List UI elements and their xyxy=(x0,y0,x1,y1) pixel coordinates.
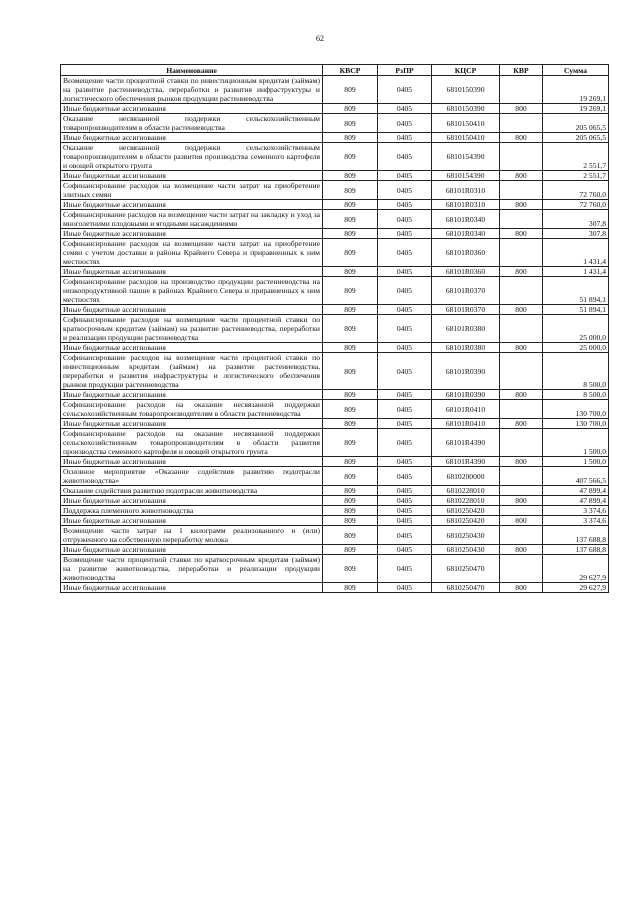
cell-rzpr: 0405 xyxy=(378,390,432,400)
table-body xyxy=(61,76,609,593)
cell-name: Иные бюджетные ассигнования xyxy=(61,305,323,315)
cell-kvsr: 809 xyxy=(323,506,378,516)
cell-name: Иные бюджетные ассигнования xyxy=(61,267,323,277)
cell-kvr: 800 xyxy=(500,545,543,555)
cell-kvsr: 809 xyxy=(323,229,378,239)
cell-kvr: 800 xyxy=(500,171,543,181)
table-row xyxy=(61,516,609,526)
cell-name: Иные бюджетные ассигнования xyxy=(61,496,323,506)
table-row xyxy=(61,457,609,467)
page-number: 62 xyxy=(316,34,324,43)
cell-kcsr: 6810250470 xyxy=(432,555,500,583)
cell-rzpr: 0405 xyxy=(378,457,432,467)
cell-name: Иные бюджетные ассигнования xyxy=(61,419,323,429)
cell-rzpr: 0405 xyxy=(378,400,432,419)
cell-kcsr: 68101R0360 xyxy=(432,267,500,277)
cell-sum: 8 500,0 xyxy=(543,353,609,390)
cell-kvr: 800 xyxy=(500,516,543,526)
table-row xyxy=(61,181,609,200)
cell-sum: 307,8 xyxy=(543,229,609,239)
cell-kvsr: 809 xyxy=(323,343,378,353)
cell-kvsr: 809 xyxy=(323,200,378,210)
cell-kcsr: 68101R0410 xyxy=(432,419,500,429)
cell-kvsr: 809 xyxy=(323,555,378,583)
cell-rzpr: 0405 xyxy=(378,200,432,210)
cell-name: Иные бюджетные ассигнования xyxy=(61,133,323,143)
table-row xyxy=(61,583,609,593)
cell-rzpr: 0405 xyxy=(378,583,432,593)
cell-kvsr: 809 xyxy=(323,277,378,305)
cell-name: Оказание несвязанной поддержки сельскохозяйственным товаропроизводителям в области растениеводства xyxy=(61,114,323,133)
cell-sum: 51 894,1 xyxy=(543,305,609,315)
cell-kcsr: 6810228010 xyxy=(432,496,500,506)
cell-kvr xyxy=(500,143,543,171)
cell-sum: 137 688,8 xyxy=(543,526,609,545)
cell-kcsr: 6810228010 xyxy=(432,486,500,496)
cell-kvsr: 809 xyxy=(323,76,378,104)
table-row xyxy=(61,545,609,555)
cell-kcsr: 68101R0340 xyxy=(432,210,500,229)
cell-name: Оказание несвязанной поддержки сельскохозяйственным товаропроизводителям в области развития производства семенного картофеля и овощей открытого грунта xyxy=(61,143,323,171)
cell-kvr: 800 xyxy=(500,457,543,467)
cell-kvr xyxy=(500,555,543,583)
cell-kvsr: 809 xyxy=(323,267,378,277)
cell-name: Иные бюджетные ассигнования xyxy=(61,343,323,353)
cell-kvr xyxy=(500,467,543,486)
cell-kcsr: 68101R0380 xyxy=(432,315,500,343)
cell-name: Иные бюджетные ассигнования xyxy=(61,229,323,239)
cell-kvr xyxy=(500,76,543,104)
cell-rzpr: 0405 xyxy=(378,315,432,343)
cell-kcsr: 6810250430 xyxy=(432,545,500,555)
cell-kvsr: 809 xyxy=(323,181,378,200)
cell-rzpr: 0405 xyxy=(378,526,432,545)
cell-kvsr: 809 xyxy=(323,429,378,457)
cell-rzpr: 0405 xyxy=(378,429,432,457)
cell-kvsr: 809 xyxy=(323,583,378,593)
cell-kvsr: 809 xyxy=(323,419,378,429)
cell-kvsr: 809 xyxy=(323,467,378,486)
cell-name: Иные бюджетные ассигнования xyxy=(61,457,323,467)
cell-kcsr: 68101R0370 xyxy=(432,277,500,305)
cell-kvr xyxy=(500,210,543,229)
cell-rzpr: 0405 xyxy=(378,486,432,496)
cell-rzpr: 0405 xyxy=(378,181,432,200)
cell-name: Софинансирование расходов на возмещение части затрат на закладку и уход за многолетними плодовыми и ягодными насаждениями xyxy=(61,210,323,229)
cell-kvr xyxy=(500,315,543,343)
cell-sum: 3 374,6 xyxy=(543,506,609,516)
cell-rzpr: 0405 xyxy=(378,76,432,104)
table-row xyxy=(61,315,609,343)
cell-name: Софинансирование расходов на возмещение части затрат на приобретение элитных семян xyxy=(61,181,323,200)
cell-kcsr: 68101R0380 xyxy=(432,343,500,353)
cell-kcsr: 68101R0370 xyxy=(432,305,500,315)
cell-kcsr: 68101R0410 xyxy=(432,400,500,419)
cell-sum: 1 500,0 xyxy=(543,457,609,467)
cell-kvsr: 809 xyxy=(323,353,378,390)
column-header-sum: Сумма xyxy=(543,65,609,76)
cell-rzpr: 0405 xyxy=(378,239,432,267)
table-row xyxy=(61,171,609,181)
cell-name: Иные бюджетные ассигнования xyxy=(61,390,323,400)
cell-rzpr: 0405 xyxy=(378,305,432,315)
table-row xyxy=(61,467,609,486)
cell-sum: 72 760,0 xyxy=(543,200,609,210)
cell-sum: 1 500,0 xyxy=(543,429,609,457)
cell-sum: 2 551,7 xyxy=(543,171,609,181)
cell-kvsr: 809 xyxy=(323,545,378,555)
table-row xyxy=(61,555,609,583)
table-row xyxy=(61,76,609,104)
cell-kvr xyxy=(500,526,543,545)
cell-rzpr: 0405 xyxy=(378,555,432,583)
cell-rzpr: 0405 xyxy=(378,506,432,516)
table-row xyxy=(61,200,609,210)
cell-sum: 205 065,5 xyxy=(543,114,609,133)
cell-kvsr: 809 xyxy=(323,516,378,526)
cell-kvsr: 809 xyxy=(323,143,378,171)
cell-sum: 29 627,9 xyxy=(543,583,609,593)
cell-sum: 205 065,5 xyxy=(543,133,609,143)
table-row xyxy=(61,390,609,400)
cell-sum: 2 551,7 xyxy=(543,143,609,171)
cell-kcsr: 6810150390 xyxy=(432,104,500,114)
cell-kvsr: 809 xyxy=(323,114,378,133)
column-header-rzpr: РзПР xyxy=(378,65,432,76)
cell-kcsr: 6810250420 xyxy=(432,506,500,516)
cell-kvr: 800 xyxy=(500,229,543,239)
cell-kcsr: 6810250430 xyxy=(432,526,500,545)
table-row xyxy=(61,400,609,419)
cell-kvr: 800 xyxy=(500,200,543,210)
cell-name: Возмещение части процентной ставки по краткосрочным кредитам (займам) на развитие животноводства, переработки и реализации продукции животноводства xyxy=(61,555,323,583)
column-header-kcsr: КЦСР xyxy=(432,65,500,76)
table-row xyxy=(61,486,609,496)
cell-sum: 72 760,0 xyxy=(543,181,609,200)
cell-sum: 25 000,0 xyxy=(543,343,609,353)
cell-kcsr: 6810154390 xyxy=(432,143,500,171)
cell-sum: 8 500,0 xyxy=(543,390,609,400)
table-row xyxy=(61,496,609,506)
cell-kvr xyxy=(500,400,543,419)
cell-kvr: 800 xyxy=(500,104,543,114)
cell-kvr xyxy=(500,181,543,200)
cell-kcsr: 68101R0310 xyxy=(432,181,500,200)
cell-sum: 130 700,0 xyxy=(543,400,609,419)
cell-rzpr: 0405 xyxy=(378,114,432,133)
cell-kcsr: 6810200000 xyxy=(432,467,500,486)
cell-name: Софинансирование расходов на оказание несвязанной поддержки сельскохозяйственным товаропроизводителям в области развития производства семенного картофеля и овощей открытого грунта xyxy=(61,429,323,457)
cell-rzpr: 0405 xyxy=(378,210,432,229)
cell-kvsr: 809 xyxy=(323,390,378,400)
cell-kcsr: 68101R0390 xyxy=(432,390,500,400)
cell-sum: 47 899,4 xyxy=(543,486,609,496)
cell-kcsr: 68101R4390 xyxy=(432,457,500,467)
cell-name: Возмещение части затрат на 1 килограмм реализованного и (или) отгруженного на собственную переработку молока xyxy=(61,526,323,545)
cell-rzpr: 0405 xyxy=(378,133,432,143)
cell-kvr xyxy=(500,353,543,390)
cell-kvr xyxy=(500,114,543,133)
table-row xyxy=(61,526,609,545)
cell-sum: 307,8 xyxy=(543,210,609,229)
cell-kvr: 800 xyxy=(500,419,543,429)
table-row xyxy=(61,419,609,429)
cell-sum: 1 431,4 xyxy=(543,267,609,277)
cell-sum: 407 566,5 xyxy=(543,467,609,486)
column-header-kvsr: КВСР xyxy=(323,65,378,76)
table-row xyxy=(61,229,609,239)
column-header-name: Наименование xyxy=(61,65,323,76)
table-row xyxy=(61,133,609,143)
table-row xyxy=(61,277,609,305)
cell-name: Возмещение части процентной ставки по инвестиционным кредитам (займам) на развитие растениеводства, переработки и развития инфраструктуры и логистического обеспечения рынков продукции растениеводства xyxy=(61,76,323,104)
table-header-row xyxy=(61,65,609,76)
cell-name: Софинансирование расходов на возмещение части процентной ставки по инвестиционным кредитам (займам) на развитие растениеводства, переработки и развития инфраструктуры и логистического обеспечения рынков продукции растениеводства xyxy=(61,353,323,390)
cell-kvr: 800 xyxy=(500,343,543,353)
cell-sum: 51 894,1 xyxy=(543,277,609,305)
cell-kvsr: 809 xyxy=(323,315,378,343)
cell-name: Софинансирование расходов на оказание несвязанной поддержки сельскохозяйственным товаропроизводителям в области растениеводства xyxy=(61,400,323,419)
cell-kvr: 800 xyxy=(500,133,543,143)
cell-rzpr: 0405 xyxy=(378,277,432,305)
cell-kcsr: 68101R0390 xyxy=(432,353,500,390)
cell-name: Иные бюджетные ассигнования xyxy=(61,200,323,210)
cell-kvsr: 809 xyxy=(323,400,378,419)
column-header-kvr: КВР xyxy=(500,65,543,76)
cell-rzpr: 0405 xyxy=(378,496,432,506)
cell-name: Иные бюджетные ассигнования xyxy=(61,171,323,181)
cell-rzpr: 0405 xyxy=(378,104,432,114)
cell-sum: 47 899,4 xyxy=(543,496,609,506)
cell-kvr xyxy=(500,506,543,516)
cell-name: Оказание содействия развитию подотрасли животноводства xyxy=(61,486,323,496)
table-row xyxy=(61,143,609,171)
cell-name: Иные бюджетные ассигнования xyxy=(61,104,323,114)
budget-table xyxy=(60,64,609,593)
cell-kcsr: 6810250420 xyxy=(432,516,500,526)
cell-kvsr: 809 xyxy=(323,457,378,467)
cell-kcsr: 6810154390 xyxy=(432,171,500,181)
table-row xyxy=(61,506,609,516)
cell-kcsr: 6810250470 xyxy=(432,583,500,593)
cell-rzpr: 0405 xyxy=(378,353,432,390)
cell-kvr: 800 xyxy=(500,496,543,506)
cell-kvr xyxy=(500,239,543,267)
cell-kvsr: 809 xyxy=(323,133,378,143)
cell-kcsr: 6810150410 xyxy=(432,114,500,133)
cell-kcsr: 68101R0360 xyxy=(432,239,500,267)
cell-rzpr: 0405 xyxy=(378,467,432,486)
cell-rzpr: 0405 xyxy=(378,419,432,429)
cell-kvr: 800 xyxy=(500,305,543,315)
cell-rzpr: 0405 xyxy=(378,143,432,171)
cell-sum: 25 000,0 xyxy=(543,315,609,343)
cell-name: Иные бюджетные ассигнования xyxy=(61,545,323,555)
table-row xyxy=(61,305,609,315)
cell-name: Софинансирование расходов на возмещение части процентной ставки по краткосрочным кредитам (займам) на развитие растениеводства, переработки и реализации продукции растениеводства xyxy=(61,315,323,343)
cell-kcsr: 6810150390 xyxy=(432,76,500,104)
cell-kvr xyxy=(500,486,543,496)
cell-sum: 19 269,1 xyxy=(543,104,609,114)
cell-kvsr: 809 xyxy=(323,486,378,496)
cell-kvsr: 809 xyxy=(323,171,378,181)
table-row xyxy=(61,343,609,353)
cell-name: Софинансирование расходов на возмещение части затрат на приобретение семян с учетом доставки в районы Крайнего Севера и приравненных к ним местностях xyxy=(61,239,323,267)
cell-kvr xyxy=(500,429,543,457)
cell-rzpr: 0405 xyxy=(378,545,432,555)
cell-kcsr: 68101R0340 xyxy=(432,229,500,239)
table-row xyxy=(61,210,609,229)
cell-kvr: 800 xyxy=(500,390,543,400)
cell-kvsr: 809 xyxy=(323,239,378,267)
cell-sum: 19 269,1 xyxy=(543,76,609,104)
cell-kvsr: 809 xyxy=(323,496,378,506)
cell-sum: 29 627,9 xyxy=(543,555,609,583)
cell-kvsr: 809 xyxy=(323,210,378,229)
cell-kvsr: 809 xyxy=(323,305,378,315)
cell-kcsr: 68101R0310 xyxy=(432,200,500,210)
cell-kvr: 800 xyxy=(500,583,543,593)
cell-kvsr: 809 xyxy=(323,526,378,545)
cell-name: Иные бюджетные ассигнования xyxy=(61,583,323,593)
cell-kvr: 800 xyxy=(500,267,543,277)
cell-rzpr: 0405 xyxy=(378,171,432,181)
table-row xyxy=(61,114,609,133)
cell-rzpr: 0405 xyxy=(378,229,432,239)
table-row xyxy=(61,429,609,457)
cell-sum: 3 374,6 xyxy=(543,516,609,526)
cell-name: Поддержка племенного животноводства xyxy=(61,506,323,516)
cell-sum: 130 700,0 xyxy=(543,419,609,429)
cell-sum: 1 431,4 xyxy=(543,239,609,267)
cell-name: Основное мероприятие «Оказание содействия развитию подотрасли животноводства» xyxy=(61,467,323,486)
table-row xyxy=(61,353,609,390)
cell-rzpr: 0405 xyxy=(378,267,432,277)
cell-kvr xyxy=(500,277,543,305)
cell-kvsr: 809 xyxy=(323,104,378,114)
table-row xyxy=(61,239,609,267)
cell-name: Иные бюджетные ассигнования xyxy=(61,516,323,526)
table-row xyxy=(61,267,609,277)
cell-rzpr: 0405 xyxy=(378,343,432,353)
cell-sum: 137 688,8 xyxy=(543,545,609,555)
cell-name: Софинансирование расходов на производство продукции растениеводства на низкопродуктивной пашне в районах Крайнего Севера и приравненных к ним местностях xyxy=(61,277,323,305)
table-row xyxy=(61,104,609,114)
cell-kcsr: 6810150410 xyxy=(432,133,500,143)
cell-rzpr: 0405 xyxy=(378,516,432,526)
cell-kcsr: 68101R4390 xyxy=(432,429,500,457)
